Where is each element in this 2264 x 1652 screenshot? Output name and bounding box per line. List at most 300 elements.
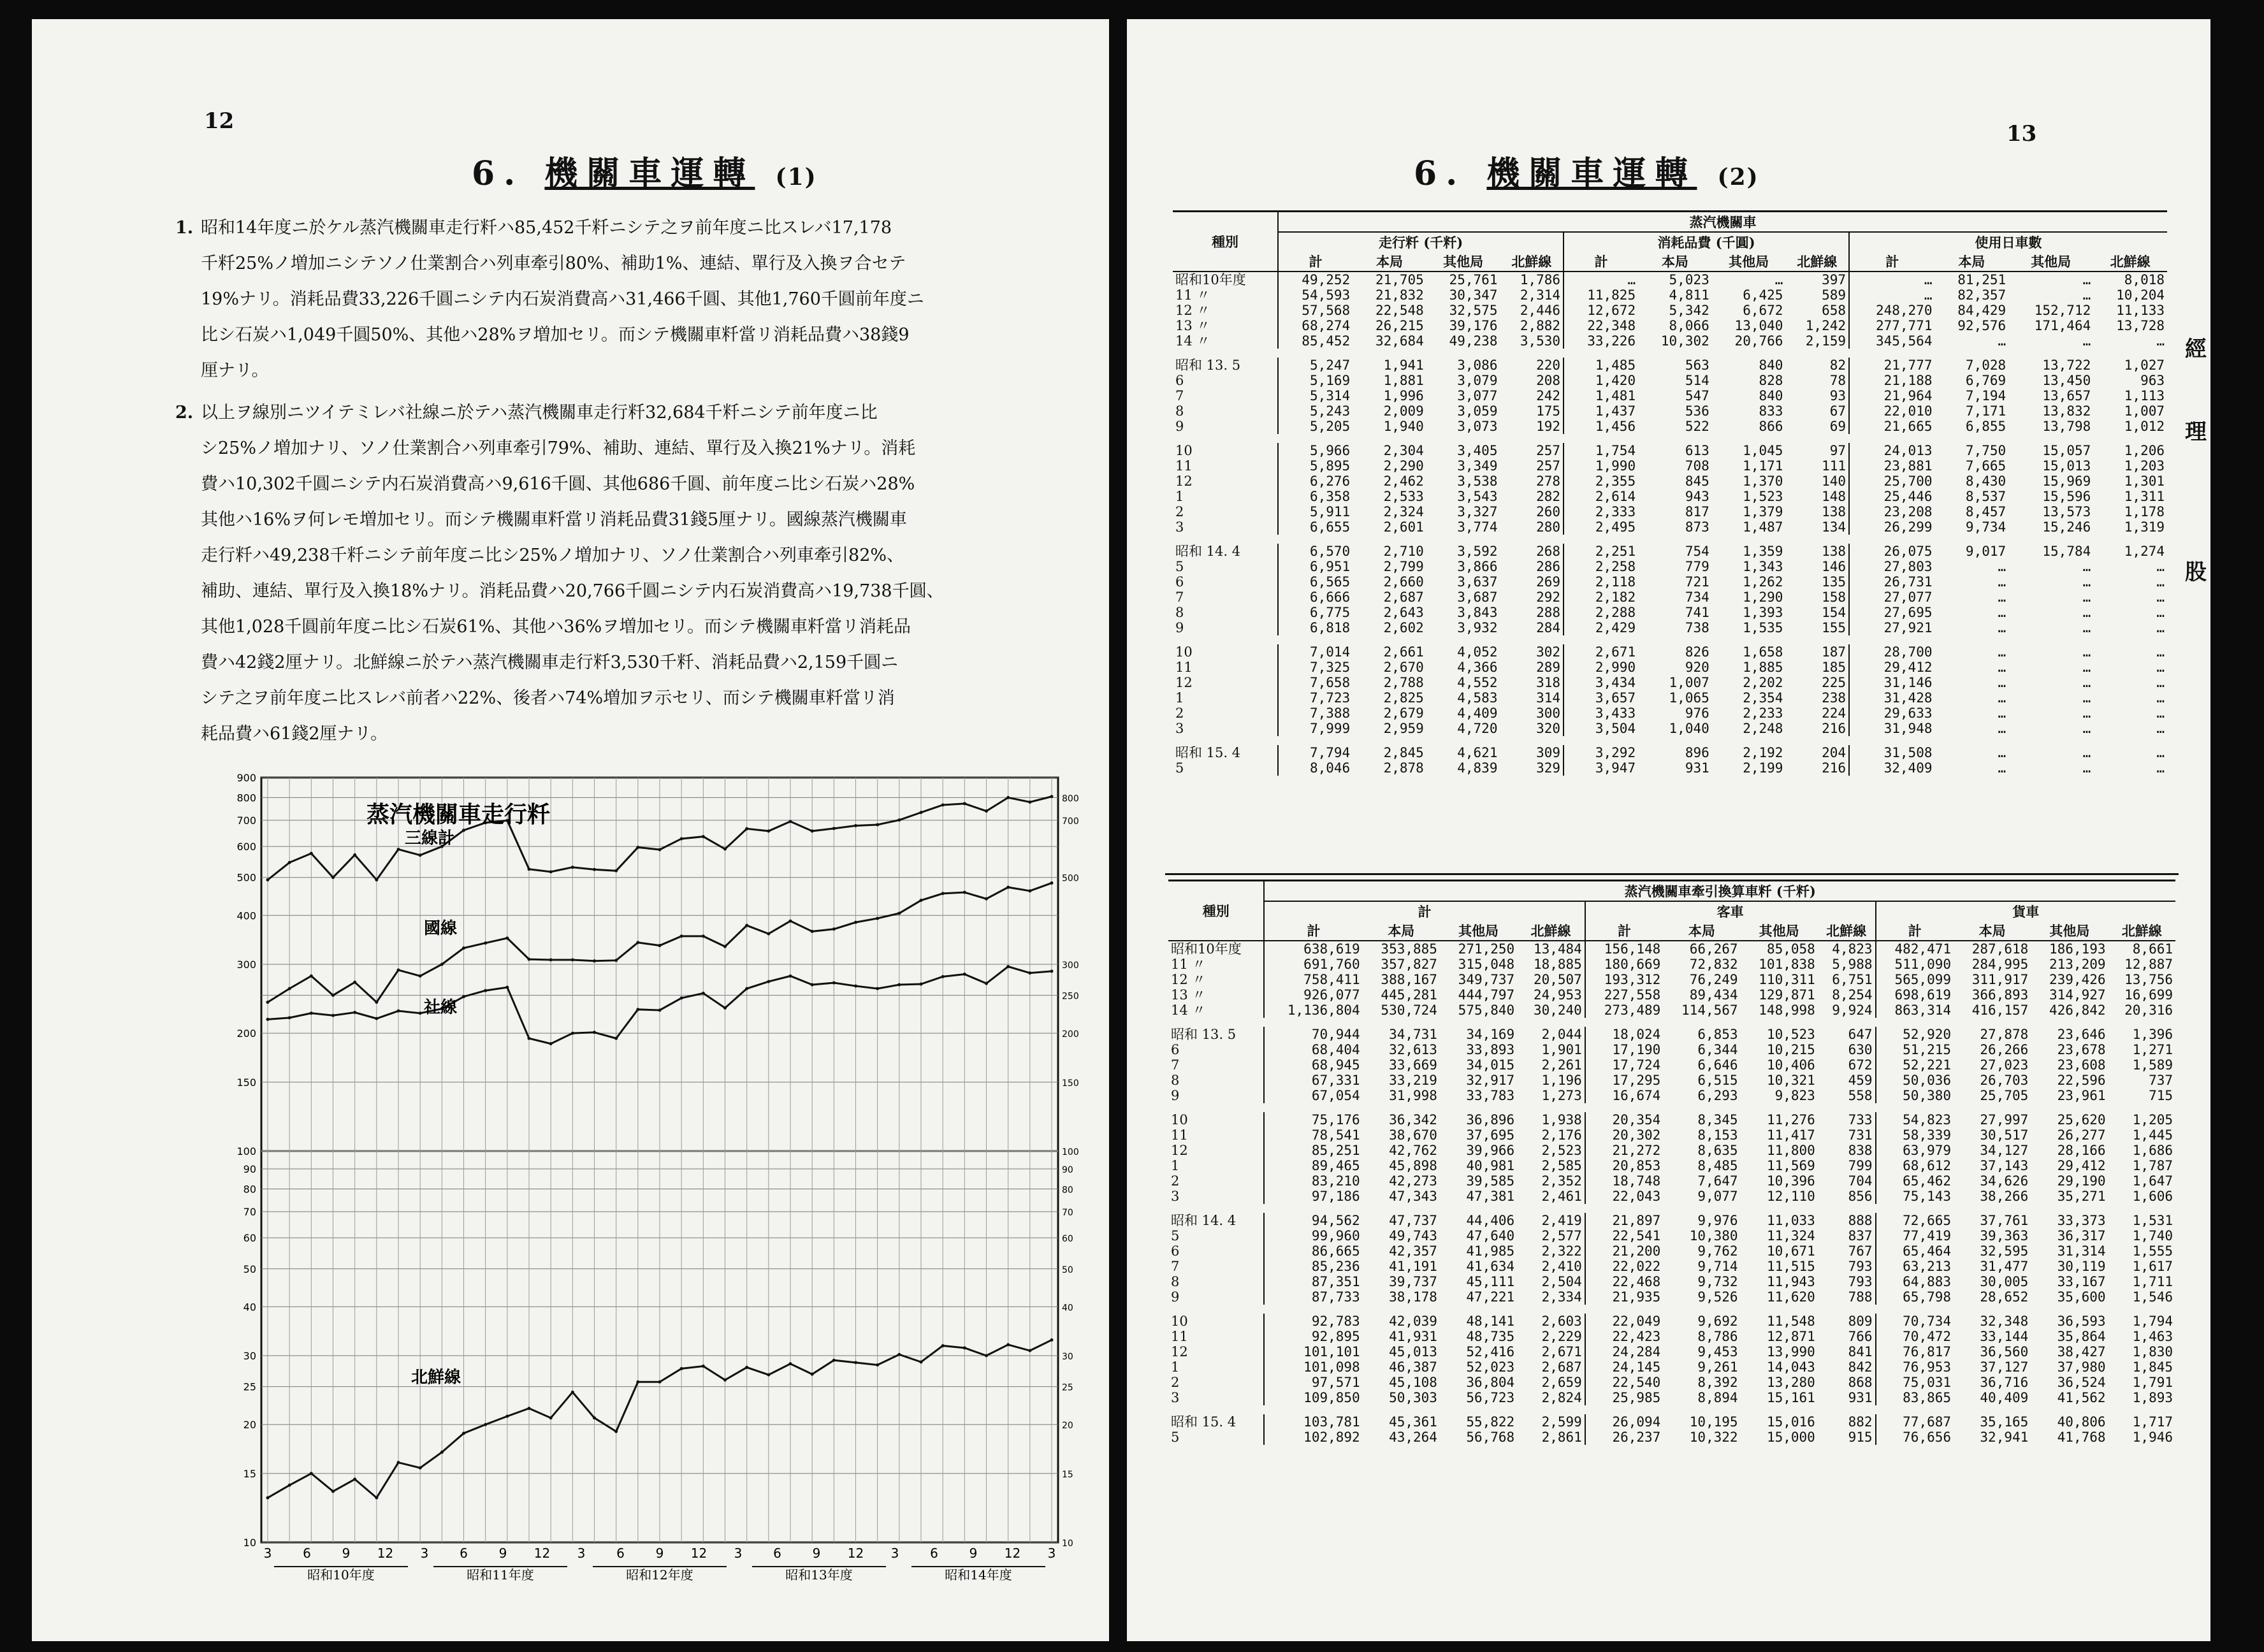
table-cell: 1,555 xyxy=(2132,1243,2173,1259)
table-cell: 647 xyxy=(1848,1027,1873,1042)
table-cell: … xyxy=(1998,706,2006,721)
data-point xyxy=(397,1461,400,1464)
data-point xyxy=(941,892,945,895)
table-cell: 563 xyxy=(1685,358,1709,373)
table-cell: 2,248 xyxy=(1743,721,1783,736)
table-cell: 31,508 xyxy=(1849,745,1934,760)
table-cell: 64,883 xyxy=(1876,1274,1954,1289)
table-cell: 20,766 xyxy=(1734,333,1783,349)
y-tick-label-right: 300 xyxy=(1062,960,1079,971)
table-cell: … xyxy=(2082,620,2091,635)
row-label: 5 xyxy=(1168,1430,1264,1445)
table-cell: 2,410 xyxy=(1541,1259,1582,1274)
table-cell: 5,895 xyxy=(1309,458,1351,474)
data-point xyxy=(528,1407,531,1410)
table-cell: 77,687 xyxy=(1876,1414,1954,1430)
table-cell: 192 xyxy=(1536,419,1561,434)
table-cell: 39,585 xyxy=(1466,1173,1515,1189)
table-cell: 56,723 xyxy=(1466,1390,1515,1405)
table-cell: 22,010 xyxy=(1849,403,1934,419)
table-cell: 31,477 xyxy=(1980,1259,2029,1274)
table-cell: 35,864 xyxy=(2057,1329,2106,1344)
table-cell: 8,537 xyxy=(1965,489,2006,504)
table-cell: 1,740 xyxy=(2132,1228,2173,1243)
table-cell: 22,043 xyxy=(1585,1189,1664,1204)
table-cell: 111 xyxy=(1822,458,1846,474)
table-cell: 3,349 xyxy=(1457,458,1498,474)
table-cell: 8,392 xyxy=(1697,1375,1738,1390)
y-tick-label-right: 25 xyxy=(1062,1382,1073,1393)
data-point xyxy=(484,989,487,992)
chart-title: 蒸汽機關車走行粁 xyxy=(366,801,551,828)
table-cell: 1,171 xyxy=(1743,458,1783,474)
table-cell: 140 xyxy=(1822,474,1846,489)
table-cell: 6,276 xyxy=(1309,474,1351,489)
x-tick-label: 9 xyxy=(812,1546,821,1561)
column-header: 計 xyxy=(1585,921,1664,941)
data-point xyxy=(375,1496,378,1500)
table-cell: 33,219 xyxy=(1389,1073,1437,1088)
table-cell: 416,157 xyxy=(1971,1003,2029,1018)
data-point xyxy=(680,1367,683,1370)
table-cell: 277,771 xyxy=(1849,318,1934,333)
x-tick-label: 3 xyxy=(420,1546,429,1561)
table-row xyxy=(1168,1057,2175,1073)
table-cell: 32,613 xyxy=(1389,1042,1437,1057)
table-cell: 9,732 xyxy=(1697,1274,1738,1289)
data-point xyxy=(897,1353,901,1356)
table-cell: 29,633 xyxy=(1849,706,1934,721)
table-cell: 22,548 xyxy=(1375,303,1424,318)
table-cell: 44,406 xyxy=(1466,1213,1515,1228)
table-cell: 734 xyxy=(1685,590,1709,605)
table-cell: 11,324 xyxy=(1766,1228,1815,1243)
table-row xyxy=(1168,1189,2175,1204)
table-cell: 32,941 xyxy=(1980,1430,2029,1445)
x-tick-label: 9 xyxy=(655,1546,664,1561)
table-row xyxy=(1173,489,2167,504)
table-cell: 514 xyxy=(1685,373,1709,388)
table-cell: 1,273 xyxy=(1541,1088,1582,1103)
table-cell: 36,716 xyxy=(1980,1375,2029,1390)
table-cell: 7,171 xyxy=(1965,403,2006,419)
table-cell: 65,798 xyxy=(1876,1289,1954,1305)
table-cell: 13,040 xyxy=(1734,318,1783,333)
table-cell: 1,113 xyxy=(2124,388,2165,403)
table-cell: 1,379 xyxy=(1743,504,1783,519)
table-cell: 37,980 xyxy=(2057,1359,2106,1375)
table-cell: 767 xyxy=(1848,1243,1873,1259)
table-cell: 76,656 xyxy=(1876,1430,1954,1445)
table-cell: 4,052 xyxy=(1457,644,1498,660)
table-cell: 193,312 xyxy=(1585,972,1664,987)
data-point xyxy=(1028,1349,1031,1352)
data-point xyxy=(331,1014,335,1017)
data-point xyxy=(832,1359,836,1362)
table-cell: … xyxy=(2082,559,2091,574)
table-cell: 20,302 xyxy=(1585,1127,1664,1143)
table-cell: 27,997 xyxy=(1980,1112,2029,1127)
row-label: 14 〃 xyxy=(1168,1003,1264,1018)
data-point xyxy=(593,1416,596,1419)
table-cell: 146 xyxy=(1822,559,1846,574)
x-group-label: 昭和11年度 xyxy=(467,1567,534,1583)
table-cell: 25,446 xyxy=(1849,489,1934,504)
table-cell: 3,433 xyxy=(1564,706,1638,721)
table-cell: 1,791 xyxy=(2132,1375,2173,1390)
data-point xyxy=(941,803,945,806)
table-cell: … xyxy=(2082,706,2091,721)
table-row xyxy=(1173,675,2167,690)
table-cell: 2,504 xyxy=(1541,1274,1582,1289)
table-row xyxy=(1173,388,2167,403)
y-tick-label-right: 60 xyxy=(1062,1234,1073,1245)
table-cell: 49,252 xyxy=(1302,272,1351,287)
row-label: 9 xyxy=(1173,419,1278,434)
table-cell: 2,602 xyxy=(1383,620,1424,635)
table-row xyxy=(1168,957,2175,972)
data-point xyxy=(789,820,792,823)
column-header: 計 xyxy=(1264,921,1362,941)
data-point xyxy=(723,1006,727,1010)
row-label: 1 xyxy=(1173,489,1278,504)
table-cell: 11,276 xyxy=(1766,1112,1815,1127)
table-cell: 3,073 xyxy=(1457,419,1498,434)
table-cell: 45,361 xyxy=(1389,1414,1437,1430)
table-cell: 1,941 xyxy=(1383,358,1424,373)
table-cell: 779 xyxy=(1685,559,1709,574)
table-cell: 2,304 xyxy=(1383,443,1424,458)
table-cell: 22,022 xyxy=(1585,1259,1664,1274)
table-cell: 110,311 xyxy=(1759,972,1815,987)
paragraph-2 xyxy=(175,395,1068,752)
row-label: 12 xyxy=(1173,675,1278,690)
table-cell: 6,775 xyxy=(1309,605,1351,620)
table-cell: 708 xyxy=(1685,458,1709,474)
table-cell: 31,428 xyxy=(1849,690,1934,706)
table-cell: 817 xyxy=(1685,504,1709,519)
table-cell: 83,210 xyxy=(1311,1173,1360,1189)
column-header: 計 xyxy=(1876,921,1954,941)
table-cell: 3,292 xyxy=(1564,745,1638,760)
y-tick-label-right: 200 xyxy=(1062,1029,1079,1040)
table-cell: 89,465 xyxy=(1311,1158,1360,1173)
data-point xyxy=(571,1032,574,1035)
table-cell: 21,705 xyxy=(1375,272,1424,287)
table-cell: 1,065 xyxy=(1669,690,1709,706)
table-cell: 101,098 xyxy=(1303,1359,1360,1375)
table-row xyxy=(1173,504,2167,519)
y-tick-label-right: 70 xyxy=(1062,1208,1073,1219)
converted-car-km-table xyxy=(1168,880,2175,1445)
table-cell: 154 xyxy=(1822,605,1846,620)
row-label: 6 xyxy=(1173,574,1278,590)
table-cell: 225 xyxy=(1822,675,1846,690)
data-point xyxy=(767,829,770,832)
table-cell: 741 xyxy=(1685,605,1709,620)
table-cell: … xyxy=(1774,272,1783,287)
table-cell: 23,678 xyxy=(2057,1042,2106,1057)
table-cell: 25,620 xyxy=(2057,1112,2106,1127)
table-cell: 1,658 xyxy=(1743,644,1783,660)
table-cell: 575,840 xyxy=(1458,1003,1515,1018)
table-cell: 840 xyxy=(1759,358,1783,373)
column-header: 計 xyxy=(1564,252,1638,272)
table-cell: 11,943 xyxy=(1766,1274,1815,1289)
data-point xyxy=(593,959,596,962)
table-cell: 2,824 xyxy=(1541,1390,1582,1405)
subgroup-header: 消耗品費 (千圓) xyxy=(1564,232,1849,252)
table-row xyxy=(1173,620,2167,635)
table-cell: 788 xyxy=(1848,1289,1873,1305)
table-cell: 50,380 xyxy=(1876,1088,1954,1103)
table-row xyxy=(1173,303,2167,318)
column-header: 本局 xyxy=(1638,252,1712,272)
table-row xyxy=(1173,403,2167,419)
table-cell: 10,215 xyxy=(1766,1042,1815,1057)
data-point xyxy=(462,829,465,832)
table-cell: 70,734 xyxy=(1876,1314,1954,1329)
table-cell: 2,959 xyxy=(1383,721,1424,736)
row-spacer xyxy=(1168,1103,2175,1112)
table-cell: 15,057 xyxy=(2042,443,2091,458)
table-cell: 21,665 xyxy=(1849,419,1934,434)
data-point xyxy=(832,927,836,931)
steam-locomotive-table xyxy=(1173,210,2167,776)
table-cell: … xyxy=(2082,690,2091,706)
table-cell: 26,731 xyxy=(1849,574,1934,590)
data-point xyxy=(440,962,444,966)
table-cell: 2,290 xyxy=(1383,458,1424,474)
table-cell: 65,464 xyxy=(1876,1243,1954,1259)
data-point xyxy=(876,823,879,826)
table-cell: 2,261 xyxy=(1541,1057,1582,1073)
table-row xyxy=(1173,690,2167,706)
table-cell: 845 xyxy=(1685,474,1709,489)
table-cell: 2,258 xyxy=(1564,559,1638,574)
table-cell: 2,687 xyxy=(1541,1359,1582,1375)
table-cell: 1,290 xyxy=(1743,590,1783,605)
table-cell: 287,618 xyxy=(1971,941,2029,957)
data-point xyxy=(963,973,966,976)
table-cell: 32,575 xyxy=(1449,303,1498,318)
row-label: 1 xyxy=(1168,1158,1264,1173)
paragraph-line: 千粁25%ノ増加ニシテソノ仕業割合ハ列車牽引80%、補助1%、連結、單行及入換ヲ合セテ xyxy=(201,254,906,273)
stub-header: 種別 xyxy=(1173,212,1278,272)
y-tick-label: 90 xyxy=(243,1163,256,1176)
data-point xyxy=(353,853,356,857)
table-cell: 242 xyxy=(1536,388,1561,403)
column-header: 北鮮線 xyxy=(2093,252,2167,272)
table-cell: 45,111 xyxy=(1466,1274,1515,1289)
x-tick-label: 12 xyxy=(377,1546,394,1561)
table-cell: 99,960 xyxy=(1311,1228,1360,1243)
data-point xyxy=(288,1484,291,1487)
table-cell: 6,751 xyxy=(1832,972,1873,987)
table-cell: 21,200 xyxy=(1585,1243,1664,1259)
table-row xyxy=(1168,1143,2175,1158)
table-cell: 1,206 xyxy=(2124,443,2165,458)
table-cell: 388,167 xyxy=(1381,972,1437,987)
table-cell: 26,094 xyxy=(1585,1414,1664,1430)
table-cell: 25,705 xyxy=(1980,1088,2029,1103)
y-tick-label-right: 15 xyxy=(1062,1469,1073,1480)
data-point xyxy=(375,878,378,881)
table-cell: 2,643 xyxy=(1383,605,1424,620)
table-cell: 320 xyxy=(1536,721,1561,736)
table-cell: 75,176 xyxy=(1311,1112,1360,1127)
table-cell: 1,178 xyxy=(2124,504,2165,519)
row-label: 5 xyxy=(1173,760,1278,776)
table-cell: … xyxy=(2156,333,2165,349)
table-cell: 186,193 xyxy=(2049,941,2106,957)
table-cell: 6,425 xyxy=(1743,287,1783,303)
data-point xyxy=(789,920,792,923)
table-cell: 36,524 xyxy=(2057,1375,2106,1390)
table-cell: … xyxy=(1998,660,2006,675)
table-cell: 11,548 xyxy=(1766,1314,1815,1329)
row-label: 8 xyxy=(1173,605,1278,620)
table-row xyxy=(1168,1414,2175,1430)
data-point xyxy=(702,1365,705,1368)
row-label: 昭和 13. 5 xyxy=(1173,358,1278,373)
table-cell: 300 xyxy=(1536,706,1561,721)
table-cell: 24,145 xyxy=(1585,1359,1664,1375)
data-point xyxy=(811,930,814,933)
table-cell: 5,911 xyxy=(1309,504,1351,519)
table-cell: 3,327 xyxy=(1457,504,1498,519)
table-cell: … xyxy=(2156,574,2165,590)
table-cell: 329 xyxy=(1536,760,1561,776)
data-point xyxy=(549,1042,553,1045)
table-row xyxy=(1173,574,2167,590)
table-cell: 69 xyxy=(1829,419,1846,434)
table-cell: 2,334 xyxy=(1541,1289,1582,1305)
table-cell: 9,526 xyxy=(1697,1289,1738,1305)
table-cell: 92,576 xyxy=(1957,318,2006,333)
table-cell: 1,196 xyxy=(1541,1073,1582,1088)
table-cell: … xyxy=(1998,559,2006,574)
page-number-left: 12 xyxy=(204,108,235,134)
table-cell: 3,086 xyxy=(1457,358,1498,373)
data-point xyxy=(528,867,531,871)
table-cell: 67,331 xyxy=(1311,1073,1360,1088)
table-cell: 24,284 xyxy=(1585,1344,1664,1359)
subgroup-header: 客車 xyxy=(1585,901,1876,921)
table-cell: 260 xyxy=(1536,504,1561,519)
table-cell: 2,799 xyxy=(1383,559,1424,574)
series-label: 三線計 xyxy=(405,829,455,848)
row-label: 10 xyxy=(1173,443,1278,458)
data-point xyxy=(1006,965,1010,968)
series-label: 國線 xyxy=(424,919,458,939)
table-cell: 6,655 xyxy=(1309,519,1351,535)
table-cell: 14,043 xyxy=(1766,1359,1815,1375)
table-cell: 35,600 xyxy=(2057,1289,2106,1305)
table-cell: 18,024 xyxy=(1585,1027,1664,1042)
table-cell: 2,614 xyxy=(1564,489,1638,504)
table-cell: 4,823 xyxy=(1832,941,1873,957)
table-cell: 2,354 xyxy=(1743,690,1783,706)
table-cell: 24,953 xyxy=(1533,987,1582,1003)
stub-header: 種別 xyxy=(1168,881,1264,941)
table-cell: … xyxy=(2082,721,2091,736)
table-cell: 238 xyxy=(1822,690,1846,706)
table-cell: 1,045 xyxy=(1743,443,1783,458)
data-point xyxy=(419,1467,422,1470)
table-cell: 1,940 xyxy=(1383,419,1424,434)
title-main: 機關車運轉 xyxy=(544,154,755,193)
table-cell: 87,351 xyxy=(1311,1274,1360,1289)
y-tick-label-right: 800 xyxy=(1062,793,1079,804)
table-cell: 10,302 xyxy=(1660,333,1709,349)
table-cell: 3,774 xyxy=(1457,519,1498,535)
row-label: 3 xyxy=(1168,1390,1264,1405)
row-label: 12 〃 xyxy=(1173,303,1278,318)
table-cell: 565,099 xyxy=(1876,972,1954,987)
table-cell: 148,998 xyxy=(1759,1003,1815,1018)
table-cell: 2,192 xyxy=(1743,745,1783,760)
table-cell: 11,569 xyxy=(1766,1158,1815,1173)
table-cell: … xyxy=(2156,745,2165,760)
table-row xyxy=(1173,544,2167,559)
table-row xyxy=(1168,1359,2175,1375)
table-cell: 78 xyxy=(1829,373,1846,388)
table-cell: 29,190 xyxy=(2057,1173,2106,1189)
table-cell: 239,426 xyxy=(2049,972,2106,987)
table-cell: … xyxy=(1998,675,2006,690)
table-cell: 931 xyxy=(1848,1390,1873,1405)
data-point xyxy=(614,869,618,873)
y-tick-label-right: 150 xyxy=(1062,1078,1079,1089)
table-cell: 84,429 xyxy=(1957,303,2006,318)
column-header: 其他局 xyxy=(2031,921,2108,941)
table-cell: … xyxy=(2082,644,2091,660)
data-point xyxy=(614,1037,618,1040)
data-point xyxy=(963,891,966,894)
table-cell: 345,564 xyxy=(1849,333,1934,349)
table-cell: 2,324 xyxy=(1383,504,1424,519)
data-point xyxy=(876,987,879,990)
table-cell: 5,988 xyxy=(1832,957,1873,972)
row-spacer xyxy=(1168,1204,2175,1213)
table-cell: 273,489 xyxy=(1585,1003,1664,1018)
table-cell: 135 xyxy=(1822,574,1846,590)
y-tick-label-right: 100 xyxy=(1062,1147,1079,1157)
y-tick-label: 15 xyxy=(243,1467,256,1480)
table-cell: 10,523 xyxy=(1766,1027,1815,1042)
table-cell: 2,599 xyxy=(1541,1414,1582,1430)
table-cell: 6,515 xyxy=(1697,1073,1738,1088)
x-tick-label: 12 xyxy=(847,1546,864,1561)
row-label: 昭和 15. 4 xyxy=(1168,1414,1264,1430)
table-cell: … xyxy=(1998,620,2006,635)
table-row xyxy=(1168,1390,2175,1405)
data-point xyxy=(811,983,814,987)
table-cell: 12,871 xyxy=(1766,1329,1815,1344)
table-cell: 75,143 xyxy=(1876,1189,1954,1204)
table-cell: 426,842 xyxy=(2049,1003,2106,1018)
table-cell: 3,657 xyxy=(1564,690,1638,706)
table-cell: 1,881 xyxy=(1383,373,1424,388)
data-point xyxy=(941,975,945,978)
side-label: 經 xyxy=(2185,337,2207,362)
data-point xyxy=(331,994,335,997)
table-cell: 1,717 xyxy=(2132,1414,2173,1430)
data-point xyxy=(1050,881,1054,885)
table-cell: 1,007 xyxy=(2124,403,2165,419)
table-cell: 1,242 xyxy=(1805,318,1846,333)
